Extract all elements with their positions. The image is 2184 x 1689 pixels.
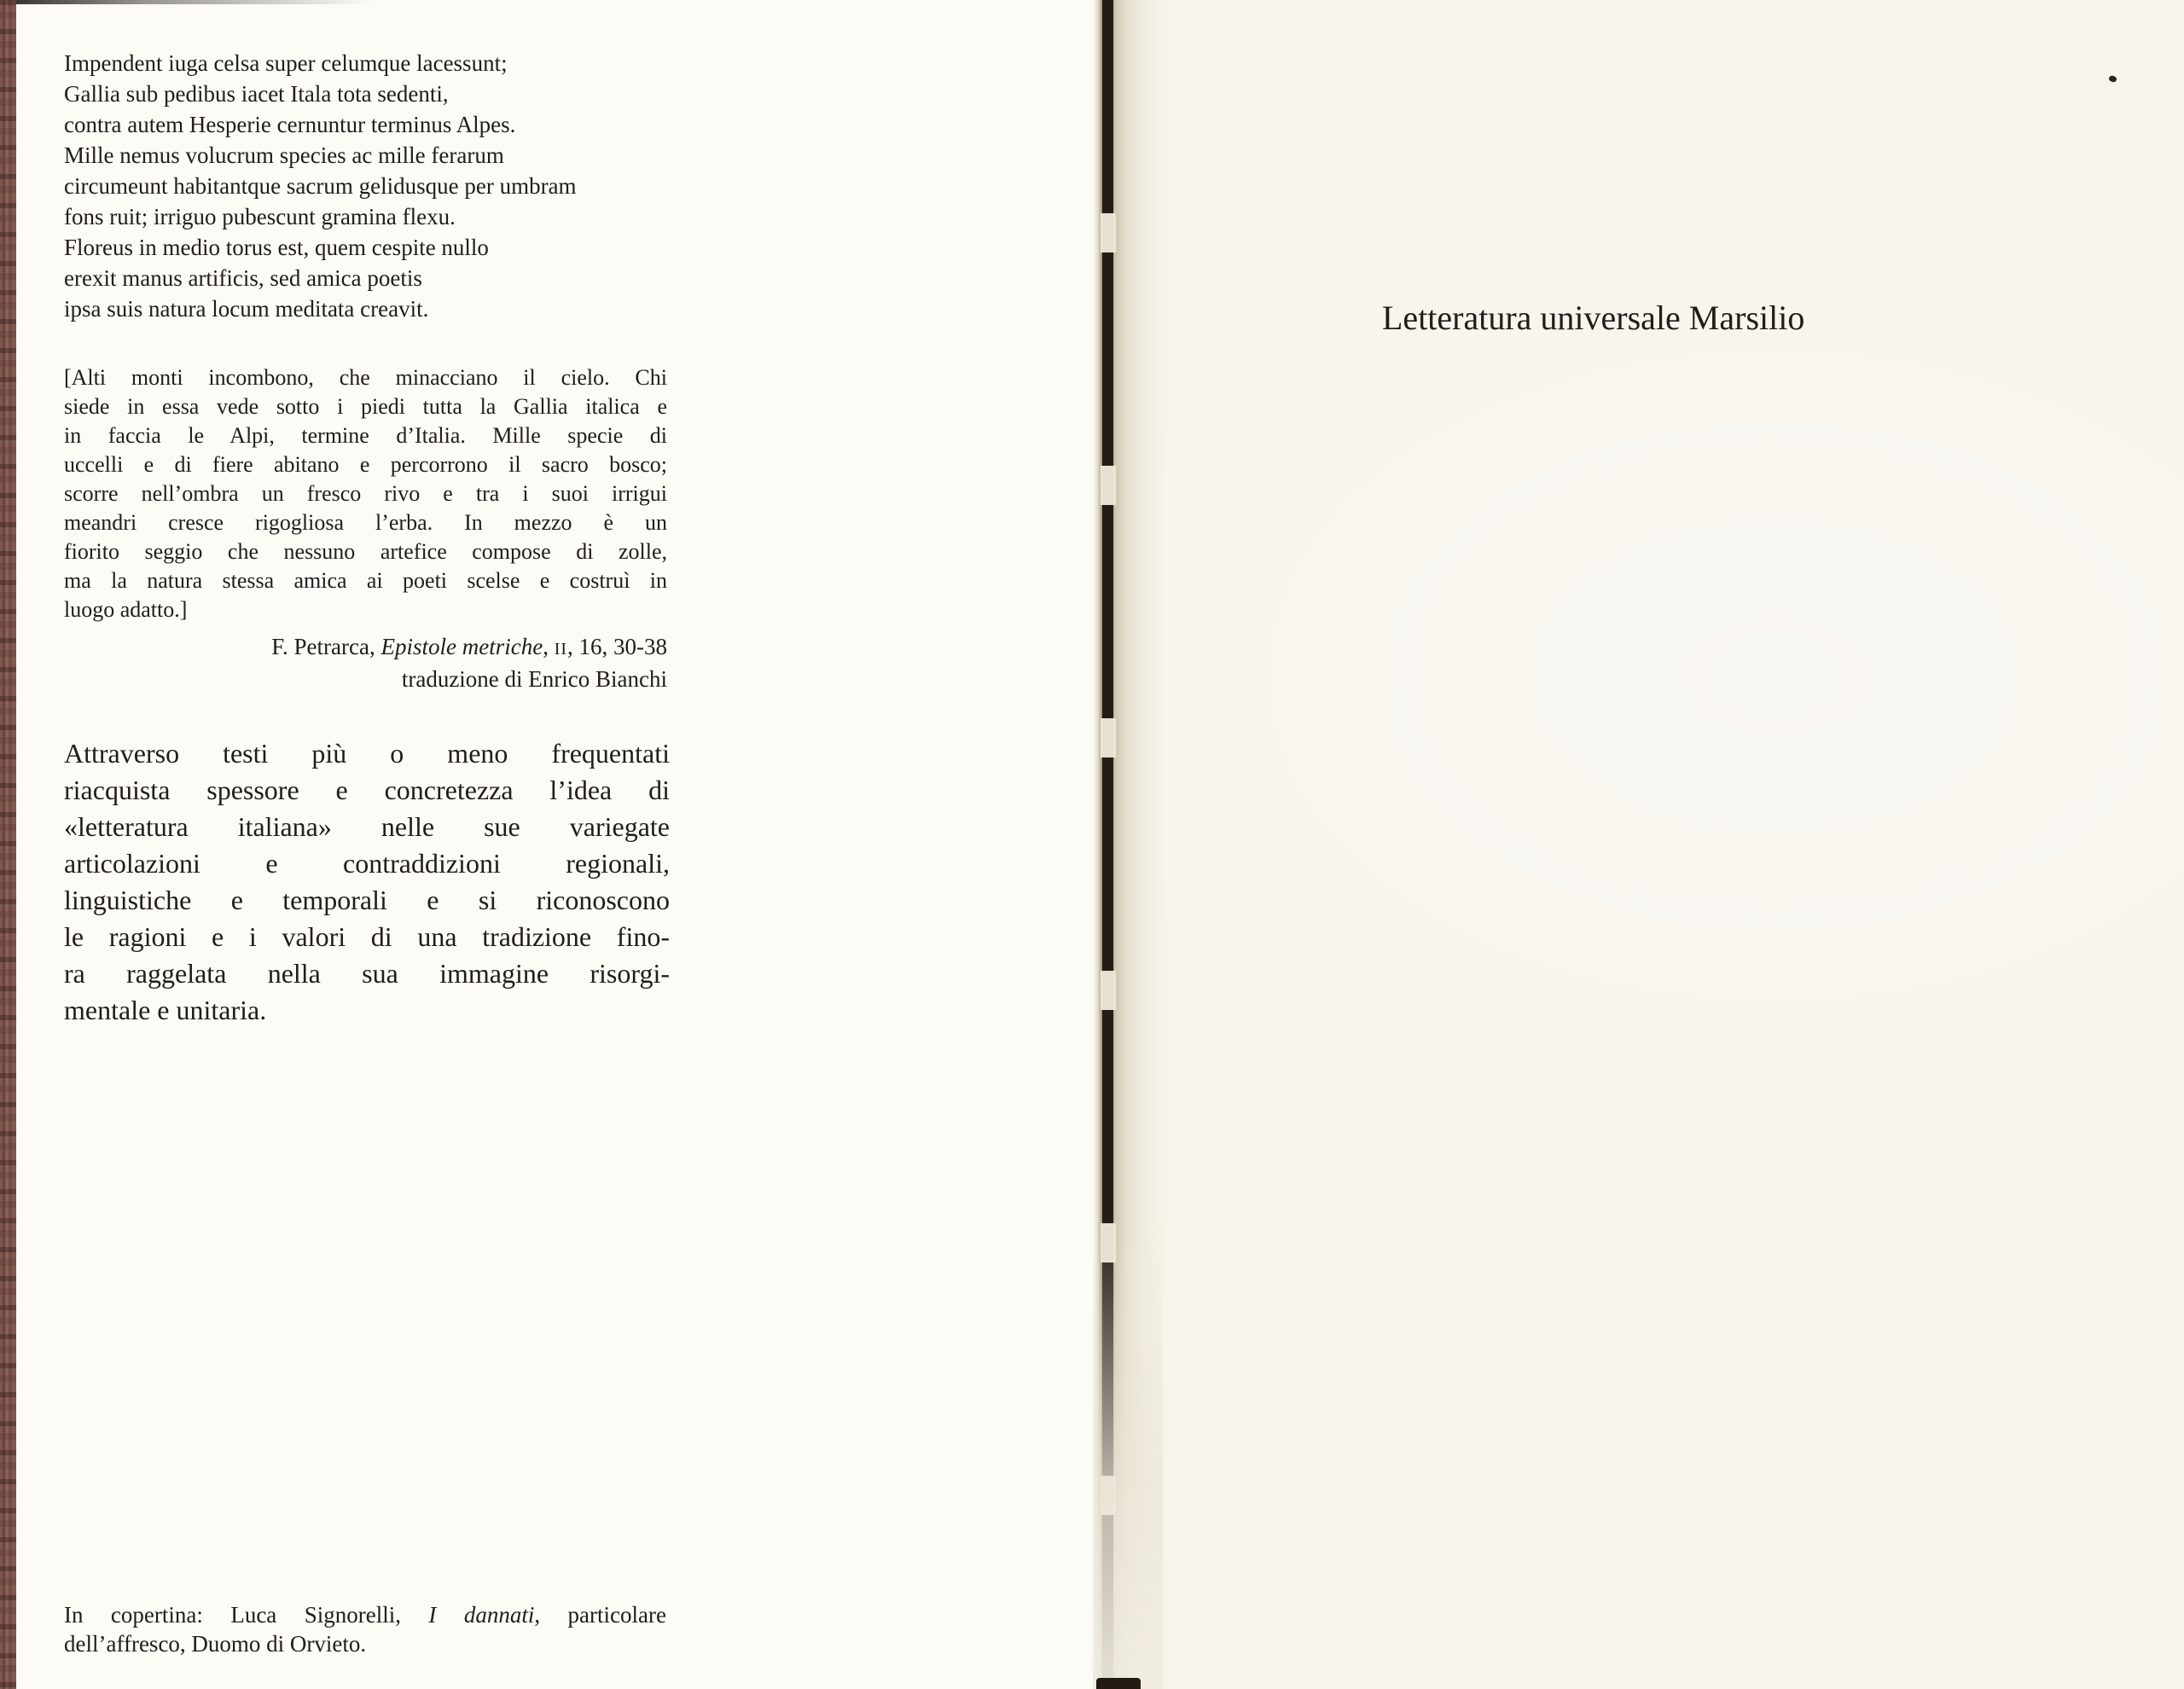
poem-line: Gallia sub pedibus iacet Itala tota sedenti, bbox=[64, 81, 449, 107]
poem-line: Floreus in medio torus est, quem cespite nullo bbox=[64, 235, 489, 260]
attribution-translator: traduzione di Enrico Bianchi bbox=[401, 666, 667, 692]
cover-note-text: In copertina: Luca Signorelli, bbox=[64, 1602, 429, 1628]
blurb-line: articolazioni e contraddizioni regionali, bbox=[64, 848, 670, 879]
cover-note bbox=[64, 1600, 666, 1658]
poem-line: Mille nemus volucrum species ac mille ferarum bbox=[64, 142, 504, 168]
poem-line: contra autem Hesperie cernuntur terminus Alpes. bbox=[64, 112, 516, 137]
page-gutter bbox=[1093, 0, 1163, 1689]
translation-line: meandri cresce rigogliosa l’erba. In mezzo è un bbox=[64, 510, 667, 535]
blurb-line: Attraverso testi più o meno frequentati bbox=[64, 738, 670, 769]
blurb-line: le ragioni e i valori di una tradizione fino- bbox=[64, 921, 670, 952]
right-page bbox=[1163, 0, 2184, 1689]
translation-line: in faccia le Alpi, termine d’Italia. Mille specie di bbox=[64, 423, 667, 448]
attribution bbox=[64, 632, 667, 694]
poem-line: fons ruit; irriguo pubescunt gramina flexu. bbox=[64, 204, 456, 229]
cover-note-line bbox=[64, 1600, 666, 1629]
attribution-author: F. Petrarca, bbox=[271, 634, 381, 659]
blurb-paragraph bbox=[64, 735, 670, 1029]
translation-line: uccelli e di fiere abitano e percorrono il sacro bosco; bbox=[64, 452, 667, 477]
blurb-line: linguistiche e temporali e si riconoscono bbox=[64, 885, 670, 915]
translation-line: luogo adatto.] bbox=[64, 597, 188, 622]
attribution-work-title: Epistole metriche bbox=[380, 634, 543, 659]
attribution-separator: , bbox=[543, 634, 555, 659]
poem-line: ipsa suis natura locum meditata creavit. bbox=[64, 296, 429, 322]
poem-line: erexit manus artificis, sed amica poetis bbox=[64, 265, 422, 291]
cover-note-artwork-title: I dannati bbox=[428, 1602, 535, 1628]
binding-crease-fade bbox=[1093, 0, 1163, 1689]
cover-note-text: , particolare bbox=[534, 1602, 666, 1628]
translation-line: fiorito seggio che nessuno artefice compose di zolle, bbox=[64, 539, 667, 564]
series-title: Letteratura universale Marsilio bbox=[1382, 299, 1805, 337]
latin-poem bbox=[64, 48, 687, 324]
translation-line: [Alti monti incombono, che minacciano il cielo. Chi bbox=[64, 365, 667, 390]
cover-note-line: dell’affresco, Duomo di Orvieto. bbox=[64, 1631, 367, 1657]
poem-line: circumeunt habitantque sacrum gelidusque per umbram bbox=[64, 173, 577, 199]
translation-line: scorre nell’ombra un fresco rivo e tra i suoi irrigui bbox=[64, 481, 667, 506]
book-spine-edge bbox=[0, 0, 16, 1689]
blurb-line: riacquista spessore e concretezza l’idea di bbox=[64, 775, 670, 805]
translation-line: siede in essa vede sotto i piedi tutta la Gallia italica e bbox=[64, 394, 667, 419]
attribution-reference: , 16, 30-38 bbox=[567, 634, 667, 659]
blurb-line: «letteratura italiana» nelle sue variegate bbox=[64, 811, 670, 842]
attribution-source bbox=[64, 632, 667, 665]
blurb-line: mentale e unitaria. bbox=[64, 995, 267, 1025]
poem-line: Impendent iuga celsa super celumque lacessunt; bbox=[64, 50, 508, 76]
blurb-line: ra raggelata nella sua immagine risorgi- bbox=[64, 958, 670, 989]
translation-paragraph bbox=[64, 363, 667, 624]
page-top-shadow bbox=[16, 0, 375, 4]
attribution-book-numeral: II bbox=[554, 640, 567, 659]
binding-bottom-mark bbox=[1096, 1678, 1141, 1689]
translation-line: ma la natura stessa amica ai poeti scelse e costruì in bbox=[64, 568, 667, 593]
